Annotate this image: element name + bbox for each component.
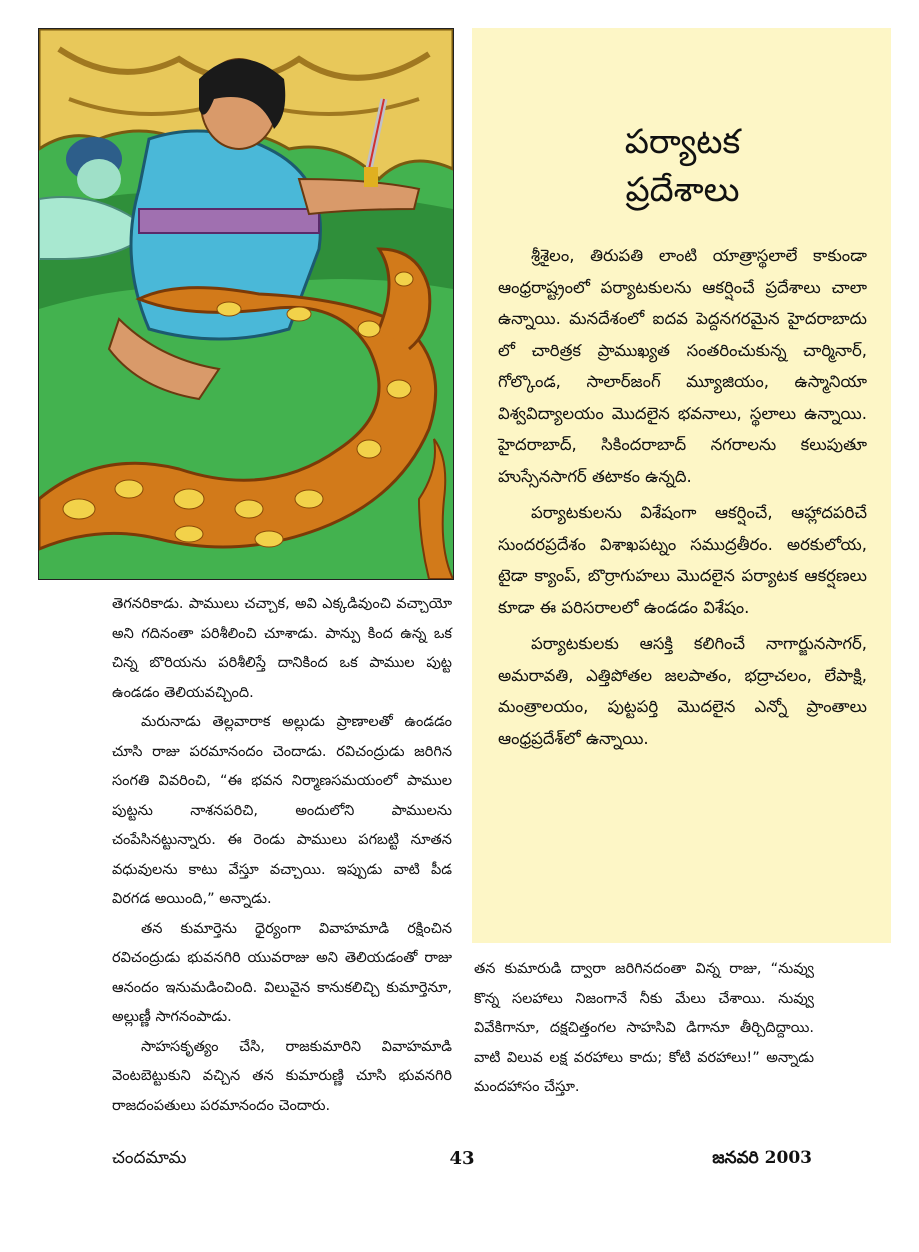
tourist-places-sidebar [472,28,891,943]
prince-snake-illustration [39,29,453,579]
sidebar-paragraph: శ్రీశైలం, తిరుపతి లాంటి యాత్రాస్థలాలే కాకుండా ఆంధ్రరాష్ట్రంలో పర్యాటకులను ఆకర్షించే ప్రదేశాలు చాలా ఉన్నాయి. మనదేశంలో ఐదవ పెద్దనగరమైన హైదరాబాదు లో చారిత్రక ప్రాముఖ్యత సంతరించుకున్న చార్మినార్, గోల్కొండ, సాలార్‌జంగ్ మ్యూజియం, ఉస్మానియా విశ్వవిద్యాలయం మొదలైన భవనాలు, స్థలాలు ఉన్నాయి. హైదరాబాద్, సికిందరాబాద్ నగరాలను కలుపుతూ హుస్సేనసాగర్ తటాకం ఉన్నది. [498,246,867,486]
magazine-name: చందమామ [112,1148,187,1168]
issue-date: జనవరి 2003 [712,1148,812,1168]
story-column-right [474,955,814,1103]
sidebar-title [498,118,867,214]
sidebar-paragraph: పర్యాటకులకు ఆసక్తి కలిగించే నాగార్జునసాగర్, అమరావతి, ఎత్తిపోతల జలపాతం, భద్రాచలం, లేపాక్షి, మంత్రాలయం, పుట్టపర్తి మొదలైన ఎన్నో ప్రాంతాలు ఆంధ్రప్రదేశ్‌లో ఉన్నాయి. [498,634,867,748]
story-paragraph: తన కుమార్తెను ధైర్యంగా వివాహమాడి రక్షించిన రవిచంద్రుడు భువనగిరి యువరాజు అని తెలియడంతో రాజు ఆనందం ఇనుమడించింది. విలువైన కానుకలిచ్చి కుమార్తెనూ, అల్లుణ్ణీ సాగనంపాడు. [112,920,452,1025]
sidebar-title-line1: పర్యాటక [624,122,741,162]
story-column-left [112,590,452,1121]
sidebar-paragraph: పర్యాటకులను విశేషంగా ఆకర్షించే, ఆహ్లాదపరిచే సుందరప్రదేశం విశాఖపట్నం సముద్రతీరం. అరకులోయ, టైడా క్యాంప్, బొర్రాగుహలు మొదలైన పర్యాటక ఆకర్షణలు కూడా ఈ పరిసరాలలో ఉండడం విశేషం. [498,503,867,617]
sidebar-title-line2: ప్రదేశాలు [625,170,740,210]
page-number: 43 [449,1148,475,1169]
story-paragraph: సాహసకృత్యం చేసి, రాజకుమారిని వివాహమాడి వెంటబెట్టుకుని వచ్చిన తన కుమారుణ్ణి చూసి భువనగిరి రాజదంపతులు పరమానందం చెందారు. [112,1038,452,1114]
story-illustration [38,28,454,580]
page-footer [112,1148,812,1174]
story-paragraph: తెగనరికాడు. పాములు చచ్చాక, అవి ఎక్కడివుంచి వచ్చాయో అని గదినంతా పరిశీలించి చూశాడు. పాన్పు కింద ఉన్న ఒక చిన్న బొరియను పరిశీలిస్తే దానికింద ఒక పాముల పుట్ట ఉండడం తెలియవచ్చింది. [112,596,452,701]
story-paragraph: తన కుమారుడి ద్వారా జరిగినదంతా విన్న రాజు, “నువ్వు కొన్న సలహాలు నిజంగానే నీకు మేలు చేశాయి. నువ్వు వివేకిగానూ, దక్షచిత్తంగల సాహసివి డిగానూ తీర్చిదిద్దాయి. వాటి విలువ లక్ష వరహాలు కాదు; కోటి వరహాలు!” అన్నాడు మందహాసం చేస్తూ. [474,961,814,1095]
story-paragraph: మరునాడు తెల్లవారాక అల్లుడు ప్రాణాలతో ఉండడం చూసి రాజు పరమానందం చెందాడు. రవిచంద్రుడు జరిగిన సంగతి వివరించి, “ఈ భవన నిర్మాణసమయంలో పాముల పుట్టను నాశనపరిచి, అందులోని పాములను చంపేసినట్టున్నారు. ఈ రెండు పాములు పగబట్టి నూతన వధువులను కాటు వేస్తూ వచ్చాయి. ఇప్పుడు వాటి పీడ విరగడ అయింది,” అన్నాడు. [112,714,452,907]
